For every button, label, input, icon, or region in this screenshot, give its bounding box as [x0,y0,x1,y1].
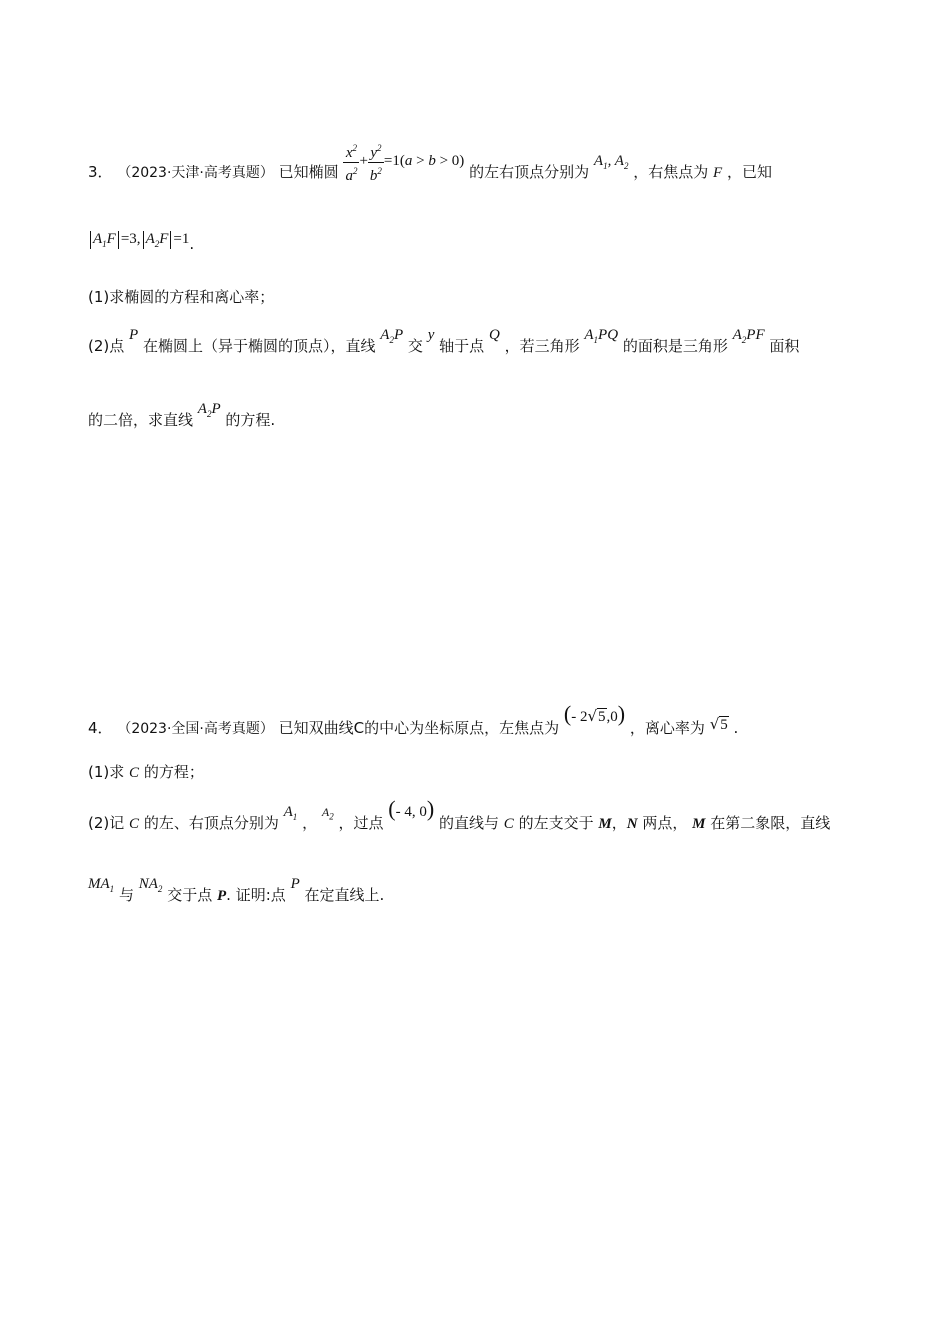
q3-part-1: (1)求椭圆的方程和离心率； [88,288,275,306]
q4-number: 4． [88,719,113,737]
q3-line-1 [88,143,773,195]
vertices-a1-a2: $A_1$, $A_2$ [593,153,629,171]
q4-text-2: ，离心率为 [629,719,705,737]
line-na2: $NA_2$ [138,876,163,894]
line-ma1: $MA_1$ [88,876,115,894]
vertex-a1: $A_1$ [283,804,298,822]
q3-source: （2023·天津·高考真题） [117,165,274,181]
point-minus4-0: (- 4, 0) [388,796,435,821]
q3-text-2: 的左右顶点分别为 [469,163,590,181]
q3-text-5: . [189,235,195,253]
point-p-4b: P [290,876,300,892]
focus-f: F [713,165,723,181]
vertex-a2: A2 [321,805,334,822]
point-q: Q [488,327,500,343]
eccentricity-value: √5 [709,715,728,733]
q4-part-2-cont: $MA_1$ 与 $NA_2$ 交于点 P. 证明:点 P 在定直线上. [88,876,385,904]
q3-line-2 [88,228,194,254]
point-p: P [129,327,139,343]
points-m-n: M [598,816,612,832]
triangle-a1pq: $A_1PQ$ [584,327,619,345]
q4-source: （2023·全国·高考真题） [117,721,274,737]
y-axis-var: y [427,327,435,343]
q3-text-3: ，右焦点为 [633,163,709,181]
line-a2p: $A_2P$ [380,327,404,345]
triangle-a2pf: $A_2PF$ [732,327,765,345]
q4-line-1 [88,701,739,739]
q3-part-2: (2)点 P 在椭圆上（异于椭圆的顶点），直线 $A_2P$ 交 y 轴于点 Q ，若三角形 $A_1PQ$ 的面积是三角形 $A_2PF$ 面积 [88,327,800,355]
ellipse-equation: $\frac{x^2}{a^2}$ + $\frac{y^2}{b^2}$ =1(a > b > 0) [343,163,469,181]
distance-equations: $A_1F =3$, $A_2F =1$ [88,231,189,247]
q3-part-2-cont: 的二倍，求直线 $A_2P$ 的方程. [88,401,276,429]
q4-text-1: 已知双曲线C的中心为坐标原点，左焦点为 [278,719,560,737]
point-p-4: P [217,888,227,904]
q3-number: 3． [88,163,113,181]
q4-part-2: (2)记 C 的左、右顶点分别为 $A_1$ ， $^{A_2}$ ，过点 (- 4, 0) 的直线与 C 的左支交于 M，N 两点， M 在第二象限，直线 [88,796,831,832]
q3-text-4: ，已知 [727,163,773,181]
curve-c: C [129,765,140,781]
point-m: M [692,816,706,832]
line-a2p-2: $A_2P$ [197,401,221,419]
left-focus-coord: (- 2√5,0) [563,701,626,726]
q3-text-1: 已知椭圆 [278,163,339,181]
q4-text-3: . [733,719,739,737]
q4-part-1: (1)求 C 的方程； [88,763,204,781]
